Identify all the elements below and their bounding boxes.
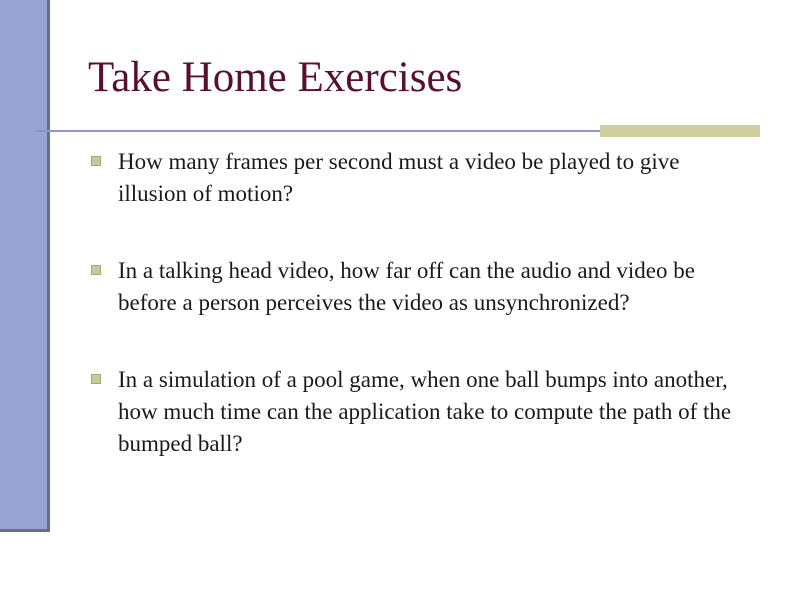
bullet-text: In a talking head video, how far off can the audio and video be before a person perceives the video as unsynchronized? — [118, 258, 695, 315]
left-decorative-bar — [0, 0, 50, 532]
bullet-text: How many frames per second must a video be played to give illusion of motion? — [118, 149, 680, 206]
bullet-item — [90, 146, 750, 210]
bullet-text: In a simulation of a pool game, when one ball bumps into another, how much time can the application take to compute the path of the bumped ball? — [118, 367, 732, 456]
slide-title: Take Home Exercises — [88, 54, 463, 101]
bullet-list — [90, 146, 750, 505]
square-bullet-icon — [91, 265, 101, 275]
bullet-item — [90, 255, 750, 319]
square-bullet-icon — [91, 374, 101, 384]
square-bullet-icon — [91, 156, 101, 166]
title-divider-accent — [600, 125, 760, 137]
bullet-item — [90, 364, 750, 460]
